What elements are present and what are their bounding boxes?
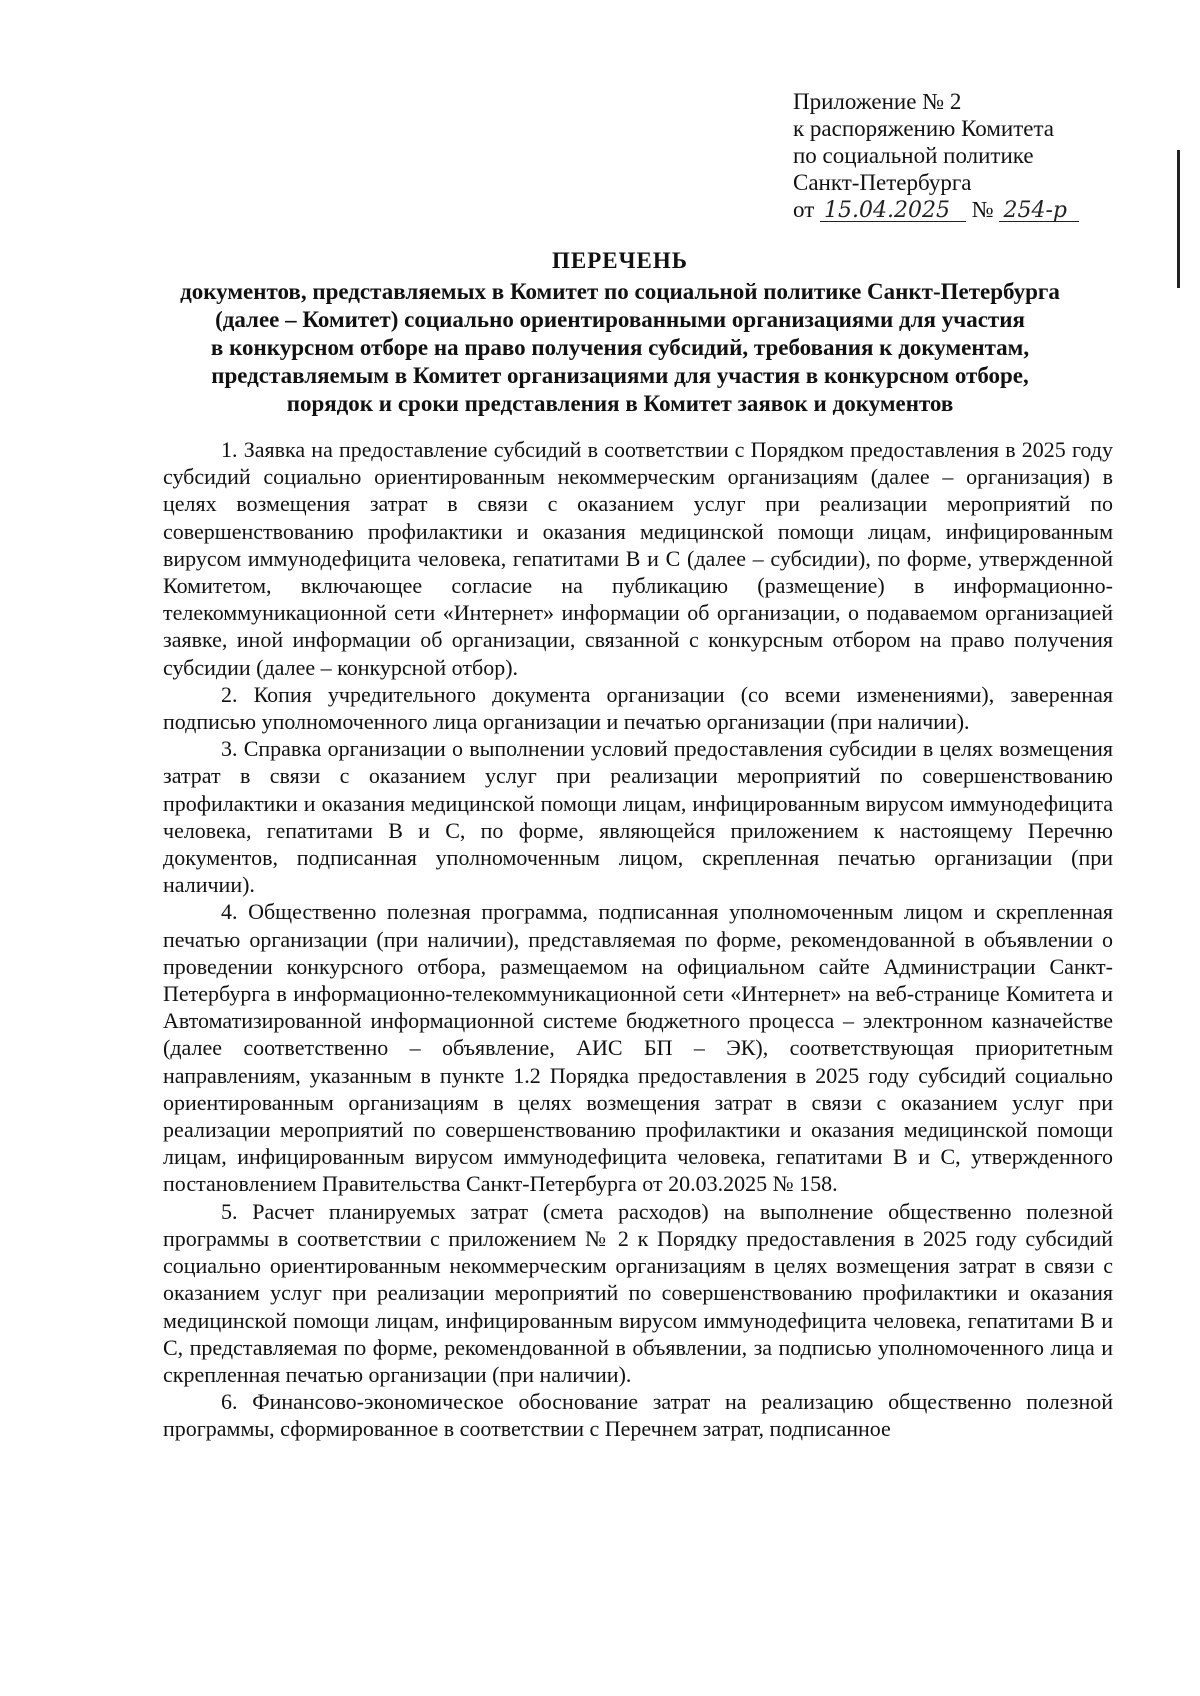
paragraph-2: 2. Копия учредительного документа организации (со всеми изменениями), заверенная подписью уполномоченного лица организации и печатью организации (при наличии). — [163, 681, 1113, 735]
paragraph-1: 1. Заявка на предоставление субсидий в соответствии с Порядком предоставления в 2025 году субсидий социально ориентированным некоммерческим организациям (далее – организация) в целях возмещения затрат в связи с оказанием услуг при реализации мероприятий по совершенствованию профилактики и оказания медицинской помощи лицам, инфицированным вирусом иммунодефицита человека, гепатитами В и С (далее – субсидии), по форме, утвержденной Комитетом, включающее согласие на публикацию (размещение) в информационно-телекоммуникационной сети «Интернет» информации об организации, о подаваемом организацией заявке, иной информации об организации, связанной с конкурсным отбором на право получения субсидии (далее – конкурсной отбор). — [163, 437, 1113, 680]
document-title — [130, 247, 1110, 418]
annex-reference: к распоряжению Комитета — [793, 116, 1054, 141]
date-prefix: от — [793, 197, 815, 222]
number-prefix: № — [971, 197, 994, 222]
title-line: представляемым в Комитет организациями для участия в конкурсном отборе, — [211, 363, 1029, 388]
annex-title: Приложение № 2 — [793, 89, 962, 114]
margin-mark — [1177, 150, 1180, 288]
paragraph-5: 5. Расчет планируемых затрат (смета расходов) на выполнение общественно полезной программы в соответствии с приложением № 2 к Порядку предоставления в 2025 году субсидий социально ориентированным некоммерческим организациям в целях возмещения затрат в связи с оказанием услуг при реализации мероприятий по совершенствованию профилактики и оказания медицинской помощи лицам, инфицированным вирусом иммунодефицита человека, гепатитами В и С, представляемая по форме, рекомендованной в объявлении, за подписью уполномоченного лица и скрепленная печатью организации (при наличии). — [163, 1198, 1113, 1387]
paragraph-6: 6. Финансово-экономическое обоснование затрат на реализацию общественно полезной программы, сформированное в соответствии с Перечнем затрат, подписанное — [163, 1389, 1113, 1442]
title-line: (далее – Комитет) социально ориентированными организациями для участия — [215, 307, 1025, 332]
annex-city: Санкт-Петербурга — [793, 170, 972, 195]
title-line: в конкурсном отборе на право получения субсидий, требования к документам, — [210, 335, 1030, 360]
paragraph-3: 3. Справка организации о выполнении условий предоставления субсидии в целях возмещения затрат в связи с оказанием услуг при реализации мероприятий по совершенствованию профилактики и оказания медицинской помощи лицам, инфицированным вирусом иммунодефицита человека, гепатитами В и С, по форме, являющейся приложением к настоящему Перечню документов, подписанная уполномоченным лицом, скрепленная печатью организации (при наличии). — [163, 736, 1113, 898]
title-heading: ПЕРЕЧЕНЬ — [552, 248, 688, 273]
handwritten-date: 15.04.2025 — [820, 197, 966, 224]
annex-block — [793, 88, 1173, 224]
annex-date-line — [793, 196, 1173, 224]
document-body — [163, 436, 1113, 1443]
title-line: порядок и сроки представления в Комитет заявок и документов — [286, 391, 954, 416]
paragraph-4: 4. Общественно полезная программа, подписанная уполномоченным лицом и скрепленная печатью организации (при наличии), представляемая по форме, рекомендованной в объявлении о проведении конкурсного отбора, размещаемом на официальном сайте Администрации Санкт-Петербурга в информационно-телекоммуникационной сети «Интернет» на веб-странице Комитета и Автоматизированной информационной системе бюджетного процесса – электронном казначействе (далее соответственно – объявление, АИС БП – ЭК), соответствующая приоритетным направлениям, указанным в пункте 1.2 Порядка предоставления в 2025 году субсидий социально ориентированным организациям в целях возмещения затрат в связи с оказанием услуг при реализации мероприятий по совершенствованию профилактики и оказания медицинской помощи лицам, инфицированным вирусом иммунодефицита человека, гепатитами В и С, утвержденного постановлением Правительства Санкт-Петербурга от 20.03.2025 № 158. — [163, 899, 1113, 1197]
annex-committee: по социальной политике — [793, 143, 1034, 168]
handwritten-number: 254-р — [999, 197, 1079, 224]
title-line: документов, представляемых в Комитет по социальной политике Санкт-Петербурга — [180, 279, 1060, 304]
